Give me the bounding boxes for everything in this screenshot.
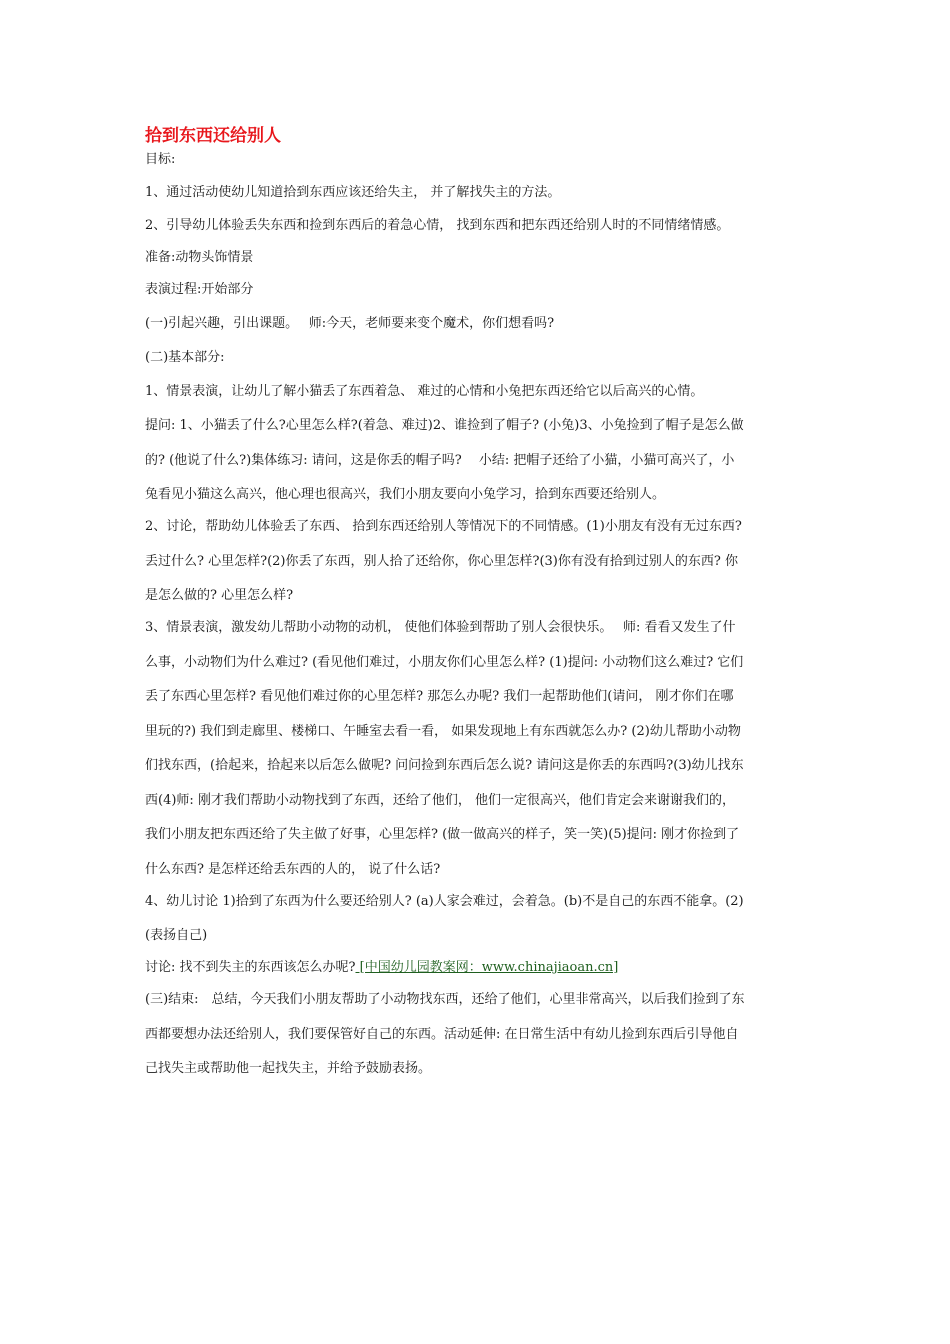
part-one: (一)引起兴趣，引出课题。 师:今天，老师要来变个魔术，你们想看吗? (145, 316, 555, 331)
text-line: 的? (他说了什么?)集体练习: 请问，这是你丢的帽子吗? 小结: 把帽子还给了小猫，小猫可高兴了，小 (145, 452, 735, 468)
item-1-questions (145, 417, 810, 504)
process-heading: 表演过程:开始部分 (145, 282, 254, 297)
source-link[interactable]: [中国幼儿园教案网：www.chinajiaoan.cn] (355, 960, 619, 975)
part-three-ending (145, 991, 810, 1078)
text-line: 丢了东西心里怎样? 看见他们难过你的心里怎样? 那怎么办呢? 我们一起帮助他们(请问， 刚才你们在哪 (145, 689, 734, 704)
discussion-line (145, 959, 810, 977)
text-line: 兔看见小猫这么高兴，他心理也很高兴，我们小朋友要向小兔学习，拾到东西要还给别人。 (145, 487, 666, 502)
item-2-discussion (145, 518, 810, 605)
text-line: 我们小朋友把东西还给了失主做了好事，心里怎样? (做一做高兴的样子，笑一笑)(5)提问: 刚才你捡到了 (145, 827, 740, 842)
goal-2: 2、引导幼儿体验丢失东西和捡到东西后的着急心情， 找到东西和把东西还给别人时的不同情绪情感。 (145, 218, 730, 233)
discussion-text: 讨论: 找不到失主的东西该怎么办呢? (145, 960, 356, 975)
document-title: 拾到东西还给别人 (145, 126, 281, 146)
text-line: 什么东西? 是怎样还给丢东西的人的， 说了什么话? (145, 861, 441, 877)
text-line: 西都要想办法还给别人，我们要保管好自己的东西。活动延伸: 在日常生活中有幼儿捡到东西后引导他自 (145, 1026, 739, 1042)
text-line: 丢过什么? 心里怎样?(2)你丢了东西，别人拾了还给你，你心里怎样?(3)你有没有拾到过别人的东西? 你 (145, 553, 738, 569)
text-line: (表扬自己) (145, 928, 208, 943)
part-two-heading: (二)基本部分: (145, 350, 225, 365)
item-1-intro: 1、情景表演，让幼儿了解小猫丢了东西着急、 难过的心情和小兔把东西还给它以后高兴的心情。 (145, 384, 704, 399)
text-line: 提问: 1、小猫丢了什么?心里怎么样?(着急、难过)2、谁捡到了帽子? (小兔)3、小兔捡到了帽子是怎么做 (145, 418, 744, 433)
text-line: 西(4)师: 刚才我们帮助小动物找到了东西，还给了他们， 他们一定很高兴，他们肯定会来谢谢我们的， (145, 792, 736, 808)
text-line: 己找失主或帮助他一起找失主，并给予鼓励表扬。 (145, 1061, 432, 1076)
item-3-performance (145, 619, 810, 879)
text-line: 么事，小动物们为什么难过? (看见他们难过，小朋友你们心里怎么样? (1)提问: 小动物们这么难过? 它们 (145, 654, 744, 670)
text-line: 4、幼儿讨论 1)拾到了东西为什么要还给别人? (a)人家会难过，会着急。(b)不是自己的东西不能拿。(2) (145, 893, 744, 909)
text-line: (三)结束: 总结，今天我们小朋友帮助了小动物找东西，还给了他们，心里非常高兴，以后我们捡到了东 (145, 992, 745, 1007)
text-line: 是怎么做的? 心里怎么样? (145, 588, 294, 603)
text-line: 3、情景表演，激发幼儿帮助小动物的动机， 使他们体验到帮助了别人会很快乐。 师: 看看又发生了什 (145, 620, 736, 635)
text-line: 里玩的?) 我们到走廊里、楼梯口、午睡室去看一看， 如果发现地上有东西就怎么办? (2)幼儿帮助小动物 (145, 723, 741, 739)
goal-label: 目标: (145, 152, 176, 167)
document-page (145, 124, 810, 1078)
text-line: 们找东西，(拾起来，拾起来以后怎么做呢? 问问捡到东西后怎么说? 请问这是你丢的东西吗?(3)幼儿找东 (145, 758, 744, 773)
item-4-discussion (145, 893, 810, 946)
preparation: 准备:动物头饰情景 (145, 250, 254, 265)
text-line: 2、讨论，帮助幼儿体验丢了东西、 拾到东西还给别人等情况下的不同情感。(1)小朋友有没有无过东西? (145, 519, 742, 534)
goal-1: 1、通过活动使幼儿知道拾到东西应该还给失主， 并了解找失主的方法。 (145, 185, 561, 200)
